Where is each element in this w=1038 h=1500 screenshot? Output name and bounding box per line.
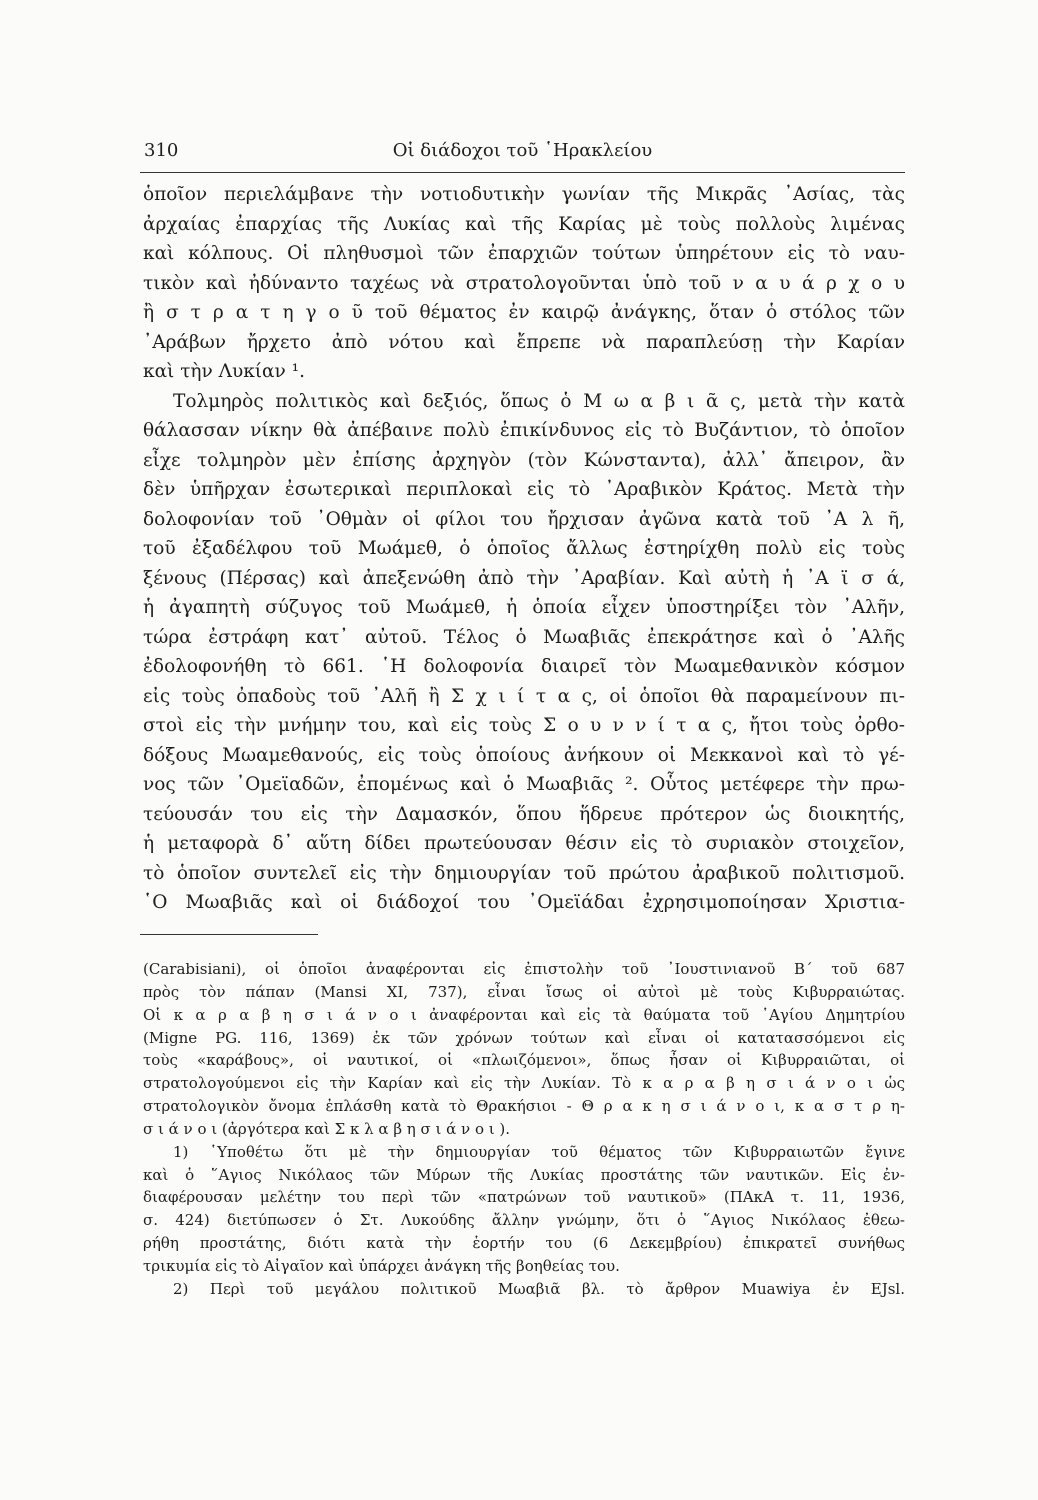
footnote-line: πρὸς τὸν πάπαν (Mansi XI, 737), εἶναι ἴσως οἱ αὐτοὶ μὲ τοὺς Κιβυρραιώτας. [143, 982, 905, 1001]
footnote-rule [140, 934, 318, 935]
footnotes [143, 958, 905, 1301]
text-line: ῾Ο Μωαβιᾶς καὶ οἱ διάδοχοί του ᾿Ομεϊάδαι ἐχρησιμοποίησαν Χριστια- [143, 892, 905, 913]
footnote-line: τρικυμία εἰς τὸ Αἰγαῖον καὶ ὑπάρχει ἀνάγκη τῆς βοηθείας του. [143, 1256, 620, 1275]
footnote-line: σ. 424) διετύπωσεν ὁ Στ. Λυκούδης ἄλλην γνώμην, ὅτι ὁ ῞Αγιος Νικόλαος ἐθεω- [143, 1211, 905, 1230]
text-line: εἰς τοὺς ὀπαδοὺς τοῦ ᾿Αλῆ ἢ Σ χ ι ί τ α ς, οἱ ὁποῖοι θὰ παραμείνουν πι- [143, 685, 905, 707]
text-line: ἢ σ τ ρ α τ η γ ο ῦ τοῦ θέματος ἐν καιρῷ ἀνάγκης, ὅταν ὁ στόλος τῶν [143, 302, 905, 323]
text-line: Τολμηρὸς πολιτικὸς καὶ δεξιός, ὅπως ὁ Μ ω α β ι ᾶ ς, μετὰ τὴν κατὰ [173, 390, 905, 412]
text-line: τεύουσάν του εἰς τὴν Δαμασκόν, ὅπου ἥδρευε πρότερον ὡς διοικητής, [143, 803, 905, 825]
main-text [143, 180, 905, 918]
text-line: εἶχε τολμηρὸν μὲν ἐπίσης ἀρχηγὸν (τὸν Κώνσταντα), ἀλλ᾿ ἄπειρον, ἂν [143, 449, 905, 471]
text-line: θάλασσαν νίκην θὰ ἀπέβαινε πολὺ ἐπικίνδυνος εἰς τὸ Βυζάντιον, τὸ ὁποῖον [143, 420, 905, 441]
text-line: τοῦ ἐξαδέλφου τοῦ Μωάμεθ, ὁ ὁποῖος ἄλλως ἐστηρίχθη πολὺ εἰς τοὺς [143, 538, 905, 559]
text-line: δόξους Μωαμεθανούς, εἰς τοὺς ὁποίους ἀνήκουν οἱ Μεκκανοὶ καὶ τὸ γέ- [143, 744, 905, 766]
running-title: Οἱ διάδοχοι τοῦ ῾Ηρακλείου [392, 140, 653, 161]
text-line: δὲν ὑπῆρχαν ἐσωτερικαὶ περιπλοκαὶ εἰς τὸ ᾿Αραβικὸν Κράτος. Μετὰ τὴν [143, 479, 905, 500]
text-line: τὸ ὁποῖον συντελεῖ εἰς τὴν δημιουργίαν τοῦ πρώτου ἀραβικοῦ πολιτισμοῦ. [143, 862, 905, 884]
text-line: ἡ ἀγαπητὴ σύζυγος τοῦ Μωάμεθ, ἡ ὁποία εἶχεν ὑποστηρίξει τὸν ᾿Αλῆν, [143, 597, 905, 618]
footnote-line: σ ι ά ν ο ι (ἀργότερα καὶ Σ κ λ α β η σ ι ά ν ο ι ). [143, 1119, 511, 1138]
footnote-line: καὶ ὁ ῞Αγιος Νικόλαος τῶν Μύρων τῆς Λυκίας προστάτης τῶν ναυτικῶν. Εἰς ἐν- [143, 1165, 905, 1184]
text-line: καὶ τὴν Λυκίαν ¹. [143, 361, 305, 382]
text-line: καὶ κόλπους. Οἱ πληθυσμοὶ τῶν ἐπαρχιῶν τούτων ὑπηρέτουν εἰς τὸ ναυ- [143, 243, 905, 264]
footnote-line: Οἱ κ α ρ α β η σ ι ά ν ο ι ἀναφέρονται καὶ εἰς τὰ θαύματα τοῦ ῾Αγίου Δημητρίου [143, 1005, 905, 1024]
text-line: νος τῶν ᾿Ομεϊαδῶν, ἐπομένως καὶ ὁ Μωαβιᾶς ². Οὗτος μετέφερε τὴν πρω- [143, 774, 905, 795]
text-line: τώρα ἐστράφη κατ᾿ αὐτοῦ. Τέλος ὁ Μωαβιᾶς ἐπεκράτησε καὶ ὁ ᾿Αλῆς [143, 626, 905, 648]
footnote-line: τοὺς «καράβους», οἱ ναυτικοί, οἱ «πλωιζόμενοι», ὅπως ἦσαν οἱ Κιβυρραιῶται, οἱ [143, 1051, 905, 1070]
text-line: ἡ μεταφορὰ δ᾿ αὕτη δίδει πρωτεύουσαν θέσιν εἰς τὸ συριακὸν στοιχεῖον, [143, 833, 905, 854]
text-line: ξένους (Πέρσας) καὶ ἀπεξενώθη ἀπὸ τὴν ᾿Αραβίαν. Καὶ αὐτὴ ἡ ᾿Α ϊ σ ά, [143, 567, 905, 589]
text-line: ὁποῖον περιελάμβανε τὴν νοτιοδυτικὴν γωνίαν τῆς Μικρᾶς ᾿Ασίας, τὰς [143, 184, 905, 205]
footnote-line: 1) ῾Υποθέτω ὅτι μὲ τὴν δημιουργίαν τοῦ θέματος τῶν Κιβυρραιωτῶν ἔγινε [173, 1142, 905, 1161]
footnote-line: (Migne PG. 116, 1369) ἐκ τῶν χρόνων τούτων καὶ εἶναι οἱ κατατασσόμενοι εἰς [143, 1028, 905, 1047]
text-line: ᾿Αράβων ἤρχετο ἀπὸ νότου καὶ ἔπρεπε νὰ παραπλεύσῃ τὴν Καρίαν [143, 331, 905, 353]
footnote-line: ρήθη προστάτης, διότι κατὰ τὴν ἑορτήν του (6 Δεκεμβρίου) ἐπικρατεῖ συνήθως [143, 1234, 905, 1253]
text-line: ἐδολοφονήθη τὸ 661. ῾Η δολοφονία διαιρεῖ τὸν Μωαμεθανικὸν κόσμον [143, 656, 905, 677]
footnote-line: 2) Περὶ τοῦ μεγάλου πολιτικοῦ Μωαβιᾶ βλ. τὸ ἄρθρον Muawiya ἐν EJsl. [173, 1279, 905, 1298]
footnote-line: στρατολογούμενοι εἰς τὴν Καρίαν καὶ εἰς τὴν Λυκίαν. Τὸ κ α ρ α β η σ ι ά ν ο ι ὡς [143, 1074, 905, 1093]
page-number: 310 [144, 140, 179, 161]
header-rule [140, 172, 905, 173]
text-line: δολοφονίαν τοῦ ᾿Οθμὰν οἱ φίλοι του ἤρχισαν ἀγῶνα κατὰ τοῦ ᾿Α λ ῆ, [143, 508, 905, 530]
footnote-line: διαφέρουσαν μελέτην του περὶ τῶν «πατρώνων τοῦ ναυτικοῦ» (ΠΑκΑ τ. 11, 1936, [143, 1188, 905, 1207]
text-line: ἀρχαίας ἐπαρχίας τῆς Λυκίας καὶ τῆς Καρίας μὲ τοὺς πολλοὺς λιμένας [143, 213, 905, 235]
footnote-line: στρατολογικὸν ὄνομα ἐπλάσθη κατὰ τὸ Θρακήσιοι - Θ ρ α κ η σ ι ά ν ο ι, κ α σ τ ρ η- [143, 1097, 905, 1116]
text-line: στοὶ εἰς τὴν μνήμην του, καὶ εἰς τοὺς Σ ο υ ν ν ί τ α ς, ἤτοι τοὺς ὀρθο- [143, 715, 905, 736]
text-line: τικὸν καὶ ἠδύναντο ταχέως νὰ στρατολογοῦνται ὑπὸ τοῦ ν α υ ά ρ χ ο υ [143, 272, 905, 294]
footnote-line: (Carabisiani), οἱ ὁποῖοι ἀναφέρονται εἰς ἐπιστολὴν τοῦ ᾿Ιουστινιανοῦ Β΄ τοῦ 687 [143, 960, 905, 978]
